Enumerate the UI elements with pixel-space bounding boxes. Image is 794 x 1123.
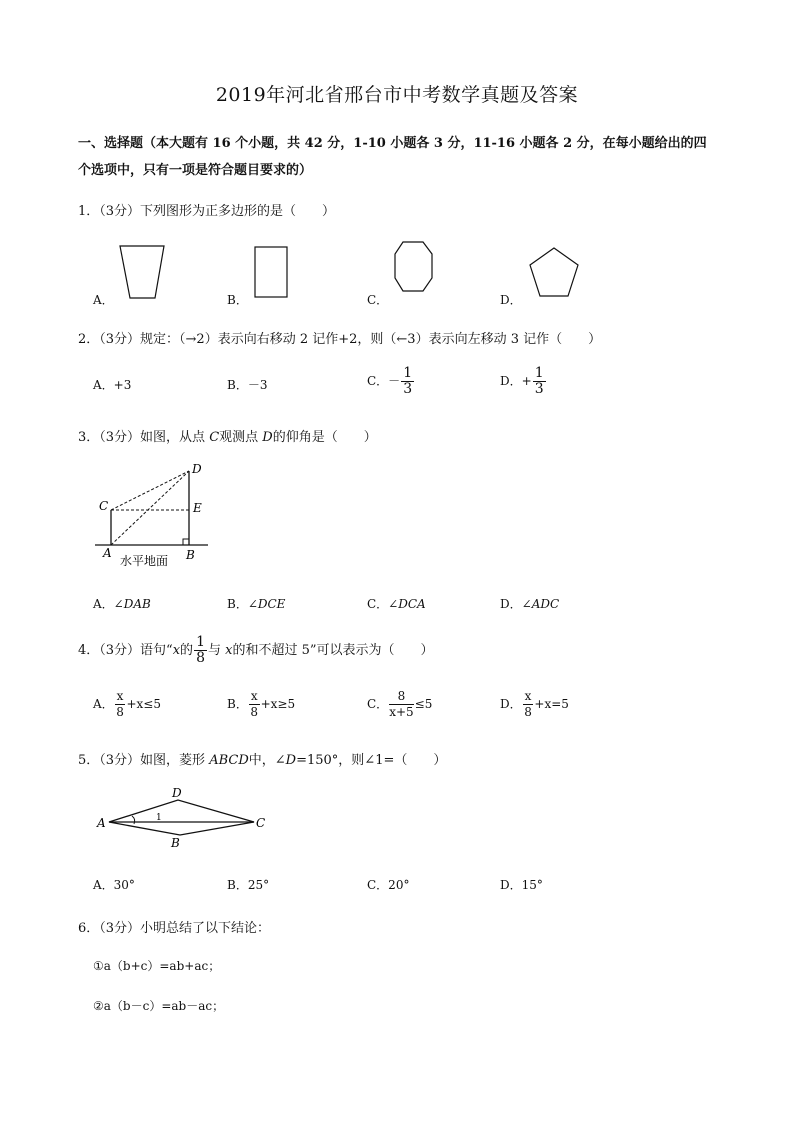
angle-d: D [285,753,297,768]
question-6-text: 6．（3分）小明总结了以下结论： [78,921,271,936]
question-5-text [78,749,446,768]
var-x: x [172,643,181,658]
point-d: D [262,430,273,445]
fraction [249,689,260,720]
q3-option-b-angle: DCE [257,597,286,611]
label-e: E [193,501,202,515]
q5-text-pre: 5．（3分）如图，菱形 [78,753,210,768]
q3-option-a-label: A．∠ [93,597,124,611]
elevation-angle-figure [90,458,230,573]
label-b: B [186,548,195,562]
question-2-text: 2．（3分）规定：（→2）表示向右移动 2 记作+2，则（←3）表示向左移动 3 记作（ ） [78,332,602,347]
q4-option-c[interactable] [367,689,432,720]
numerator: 1 [534,365,544,381]
one-eighth-fraction [194,635,207,666]
octagon-shape [395,242,432,291]
q1-option-c[interactable]: C． [367,293,389,307]
label-d: D [172,786,182,800]
label-a: A [103,546,112,560]
label-b: B [171,836,180,850]
q2-option-d-label: D．+ [500,374,532,388]
q4-option-d[interactable] [500,689,569,720]
denominator: 3 [534,381,544,397]
q3-text-mid: 观测点 [219,430,263,445]
q6-statement-1: ①a（b+c）=ab+ac； [93,959,221,973]
fraction [115,689,126,720]
q3-text-pre: 3．（3分）如图，从点 [78,430,210,445]
q3-text-post: 的仰角是（ ） [272,430,377,445]
point-c: C [209,430,220,445]
q3-option-d-label: D．∠ [500,597,532,611]
q5-text-post: =150°，则∠1=（ ） [296,753,447,768]
ground-label: 水平地面 [120,554,169,568]
page-title: 2019年河北省邢台市中考数学真题及答案 [215,84,579,106]
q4-text-post: 的和不超过 5”可以表示为（ ） [232,643,434,658]
rhombus-figure [90,783,275,853]
rectangle-shape [255,247,287,297]
numerator: x [116,689,124,703]
q2-option-b[interactable]: B．－3 [227,378,268,392]
numerator: 8 [389,689,413,705]
q3-option-d-angle: ADC [531,597,560,611]
line-cd [111,471,189,510]
denominator: 8 [196,650,205,666]
q5-option-c[interactable]: C．20° [367,878,410,892]
q4-option-b-tail: +x≥5 [260,697,296,711]
one-third-fraction [401,366,414,397]
denominator: 8 [524,705,532,719]
label-d: D [192,462,202,476]
q4-option-a-label: A． [93,697,114,711]
q4-option-c-label: C． [367,697,389,711]
numerator: 1 [403,365,413,381]
q5-option-b[interactable]: B．25° [227,878,270,892]
line-ad [111,471,189,545]
trapezoid-shape [120,246,164,298]
label-1: 1 [156,813,162,823]
question-1-text: 1．（3分）下列图形为正多边形的是（ ） [78,204,336,219]
q3-option-b-label: B．∠ [227,597,258,611]
q4-option-d-label: D． [500,697,522,711]
q4-text-de: 的 [180,643,194,658]
denominator: 3 [403,381,413,397]
q3-option-c-label: C．∠ [367,597,399,611]
section-heading-line1: 一、选择题（本大题有 16 个小题，共 42 分，1-10 小题各 3 分，11-16 小题各 2 分，在每小题给出的四 [78,136,707,151]
q4-text-mid: 与 [207,643,226,658]
question-1-shapes [85,238,605,310]
q4-option-d-tail: +x=5 [534,697,569,711]
q3-option-a[interactable] [93,595,151,612]
q2-option-c[interactable] [367,366,415,397]
q2-option-d[interactable] [500,366,547,397]
q3-option-d[interactable] [500,595,559,612]
denominator: 8 [116,705,124,719]
label-a: A [97,816,106,830]
q4-option-b-label: B． [227,697,248,711]
label-c: C [99,499,109,513]
q1-option-b[interactable]: B． [227,293,248,307]
q5-option-d[interactable]: D．15° [500,878,543,892]
label-c: C [256,816,266,830]
q1-option-d[interactable]: D． [500,293,522,307]
q5-text-mid: 中，∠ [248,753,286,768]
q2-option-c-label: C．－ [367,374,401,388]
one-third-fraction [533,366,546,397]
denominator: 8 [250,705,259,719]
rhombus-abcd [109,800,254,835]
section-heading-line2: 个选项中，只有一项是符合题目要求的） [78,163,313,178]
denominator: x+5 [389,705,414,719]
q4-option-c-tail: ≤5 [414,697,433,711]
pentagon-shape [530,248,578,296]
numerator: x [250,689,258,703]
var-x: x [225,643,233,658]
numerator: x [524,689,532,703]
question-3-text [78,426,377,445]
q6-statement-2: ②a（b－c）=ab－ac； [93,999,225,1013]
angle-1-arc [132,816,135,824]
q3-option-a-angle: DAB [123,597,151,611]
right-angle-mark [183,539,189,545]
q3-option-c[interactable] [367,595,426,612]
q1-option-a[interactable]: A． [93,293,114,307]
q4-text-pre: 4．（3分）语句“ [78,643,173,658]
q3-option-c-angle: DCA [398,597,426,611]
q4-option-a[interactable] [93,689,161,720]
q2-option-a[interactable]: A．+3 [93,378,132,392]
numerator: 1 [196,634,205,650]
rhombus-name: ABCD [209,753,249,768]
q5-option-a[interactable]: A．30° [93,878,135,892]
question-4-text [78,635,434,666]
fraction [389,689,413,720]
fraction [523,689,534,720]
q3-option-b[interactable] [227,595,285,612]
q4-option-a-tail: +x≤5 [126,697,161,711]
q4-option-b[interactable] [227,689,295,720]
